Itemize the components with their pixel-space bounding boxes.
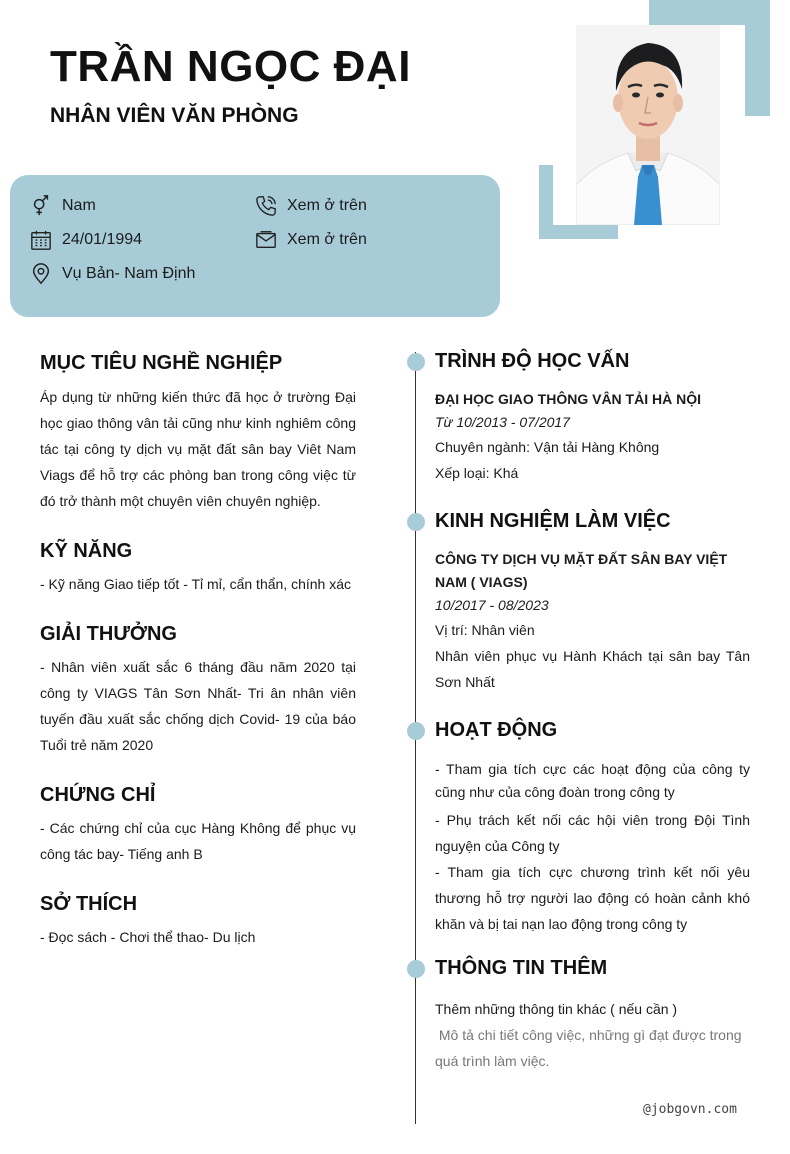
info-address <box>30 263 195 285</box>
education-grade: Xếp loại: Khá <box>435 465 519 481</box>
additional-title: THÔNG TIN THÊM <box>435 957 608 979</box>
timeline-dot-additional <box>407 960 425 978</box>
info-gender <box>30 195 96 217</box>
hobbies-text: - Đọc sách - Chơi thể thao- Du lịch <box>40 929 256 945</box>
phone-value: Xem ở trên <box>287 197 367 214</box>
activity-item: - Tham gia tích cực các hoạt động của công ty cũng như của công đoàn trong công ty <box>435 761 750 800</box>
timeline-dot-activities <box>407 722 425 740</box>
address-value: Vụ Bản- Nam Định <box>62 265 196 282</box>
profile-photo <box>576 25 720 225</box>
experience-company: CÔNG TY DỊCH VỤ MẶT ĐẤT SÂN BAY VIỆT NAM ( VIAGS) <box>435 551 728 590</box>
hobbies-title: SỞ THÍCH <box>40 893 138 915</box>
phone-icon <box>255 195 277 217</box>
skills-title: KỸ NĂNG <box>40 540 133 562</box>
gender-icon <box>30 195 52 217</box>
awards-text: - Nhân viên xuất sắc 6 tháng đầu năm 2020 tại công ty VIAGS Tân Sơn Nhất- Tri ân nhân viên tuyến đầu xuất sắc chống dịch Covid- 19 của báo Tuổi trẻ năm 2020 <box>40 659 356 753</box>
calendar-icon <box>30 229 52 251</box>
watermark: @jobgovn.com <box>643 1102 737 1117</box>
candidate-name: TRẦN NGỌC ĐẠI <box>50 42 411 91</box>
info-birthday <box>30 229 142 251</box>
experience-period: 10/2017 - 08/2023 <box>435 597 549 613</box>
activities-block <box>435 758 750 937</box>
experience-position: Vị trí: Nhân viên <box>435 622 535 638</box>
objective-text: Áp dụng từ những kiến thức đã học ở trường Đại học giao thông vân tải cũng như kinh nghiêm công tác tại công ty dịch vụ mặt đất sân bay Viêt Nam Viags để hỗ trợ các phòng ban trong công việc từ đó trở thành một chuyên viên chuyên nghiệp. <box>40 389 356 509</box>
education-school: ĐẠI HỌC GIAO THÔNG VÂN TẢI HÀ NỘI <box>435 391 701 407</box>
experience-block <box>435 548 750 695</box>
education-title: TRÌNH ĐỘ HỌC VẤN <box>435 350 630 372</box>
personal-info-box <box>10 175 500 317</box>
experience-description: Nhân viên phục vụ Hành Khách tại sân bay Tân Sơn Nhất <box>435 648 750 690</box>
timeline-dot-education <box>407 353 425 371</box>
location-icon <box>30 263 52 285</box>
activity-item: - Phụ trách kết nối các hội viên trong Đội Tình nguyện của Công ty <box>435 812 750 854</box>
email-value: Xem ở trên <box>287 231 367 248</box>
certificates-text: - Các chứng chỉ của cục Hàng Không để phục vụ công tác bay- Tiếng anh B <box>40 820 356 862</box>
info-email <box>255 229 367 251</box>
activities-title: HOẠT ĐỘNG <box>435 719 558 741</box>
skills-text: - Kỹ năng Giao tiếp tốt - Tỉ mỉ, cẩn thẩn, chính xác <box>40 576 352 592</box>
education-period: Từ 10/2013 - 07/2017 <box>435 414 570 430</box>
email-icon <box>255 229 277 251</box>
birthday-value: 24/01/1994 <box>62 231 143 248</box>
experience-title: KINH NGHIỆM LÀM VIỆC <box>435 510 671 532</box>
additional-block <box>435 996 750 1074</box>
activity-item: - Tham gia tích cực chương trình kết nối yêu thương hỗ trợ người lao động có hoàn cảnh khó khăn và bị tai nạn lao động trong công ty <box>435 864 750 932</box>
gender-value: Nam <box>62 197 96 214</box>
timeline-dot-experience <box>407 513 425 531</box>
additional-line-2: Mô tả chi tiết công việc, những gì đạt được trong quá trình làm việc. <box>435 1027 746 1069</box>
awards-title: GIẢI THƯỞNG <box>40 623 177 645</box>
objective-title: MỤC TIÊU NGHỀ NGHIỆP <box>40 352 283 374</box>
info-phone <box>255 195 367 217</box>
candidate-role: NHÂN VIÊN VĂN PHÒNG <box>50 104 299 127</box>
additional-line-1: Thêm những thông tin khác ( nếu cần ) <box>435 1001 678 1017</box>
education-block <box>435 388 750 486</box>
education-major: Chuyên ngành: Vận tải Hàng Không <box>435 439 660 455</box>
certificates-title: CHỨNG CHỈ <box>40 784 156 806</box>
